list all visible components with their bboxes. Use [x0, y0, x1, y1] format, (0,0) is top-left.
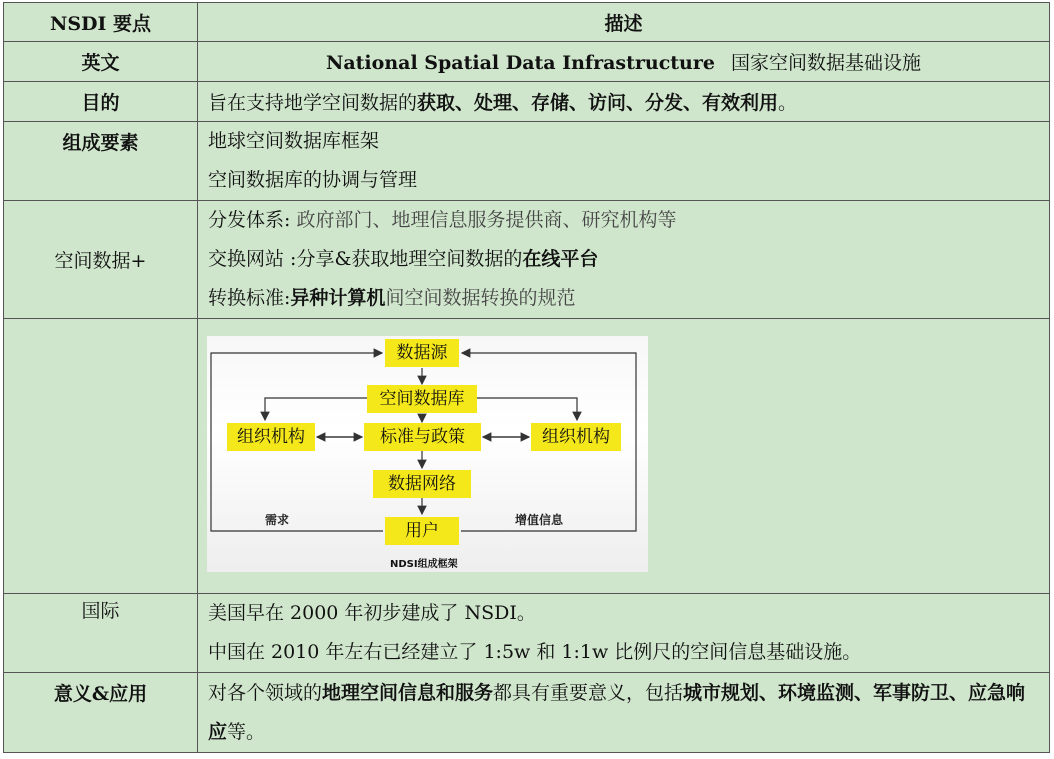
- exchange-term: 交换网站: [208, 248, 285, 270]
- purpose-emphasis: 获取、处理、存储、访问、分发、有效利用: [417, 92, 779, 114]
- purpose-row: [4, 82, 1050, 122]
- english-label: 英文: [4, 42, 198, 82]
- english-value: [198, 42, 1050, 82]
- node-org-left: 组织机构: [227, 423, 315, 451]
- spatial-data-value: [198, 201, 1050, 319]
- conversion-text: 间空间数据转换的规范: [385, 287, 576, 309]
- distribution-line: [208, 201, 1049, 240]
- node-org-right: 组织机构: [531, 423, 621, 451]
- conversion-term: 转换标准: [208, 287, 285, 309]
- nsdi-table: [3, 2, 1050, 753]
- framework-cell: [198, 319, 1050, 594]
- purpose-prefix: 旨在支持地学空间数据的: [208, 92, 418, 114]
- exchange-emphasis: 在线平台: [522, 248, 599, 270]
- english-name: National Spatial Data Infrastructure: [325, 52, 715, 74]
- international-item: 中国在 2010 年左右已经建立了 1:5w 和 1:1w 比例尺的空间信息基础设施。: [208, 641, 862, 663]
- international-value: [198, 594, 1050, 673]
- component-item: 地球空间数据库框架: [208, 130, 380, 152]
- significance-value: [198, 673, 1050, 753]
- distribution-sep: :: [284, 209, 291, 231]
- components-label: 组成要素: [4, 122, 198, 201]
- components-value: [198, 122, 1050, 201]
- components-row: [4, 122, 1050, 201]
- significance-label: 意义&应用: [4, 673, 198, 753]
- significance-p1: 对各个领域的: [208, 682, 323, 704]
- english-chinese: 国家空间数据基础设施: [731, 52, 922, 74]
- node-user: 用户: [385, 517, 459, 545]
- international-label: 国际: [4, 594, 198, 673]
- purpose-suffix: 。: [778, 92, 798, 114]
- international-row: [4, 594, 1050, 673]
- component-item: 空间数据库的协调与管理: [208, 169, 418, 191]
- exchange-sep: :: [284, 248, 297, 270]
- header-row: [4, 3, 1050, 42]
- significance-e1: 地理空间信息和服务: [322, 682, 494, 704]
- node-standards-policy: 标准与政策: [364, 423, 481, 451]
- significance-p3: 等。: [227, 721, 266, 743]
- exchange-line: [208, 240, 1049, 279]
- spatial-data-label: 空间数据+: [4, 201, 198, 319]
- exchange-text: 分享&获取地理空间数据的: [296, 248, 523, 270]
- significance-row: [4, 673, 1050, 753]
- label-value-info: 增值信息: [515, 513, 564, 527]
- distribution-term: 分发体系: [208, 209, 285, 231]
- node-data-network: 数据网络: [373, 470, 471, 498]
- english-row: [4, 42, 1050, 82]
- node-spatial-database: 空间数据库: [367, 385, 477, 413]
- purpose-label: 目的: [4, 82, 198, 122]
- international-item: 美国早在 2000 年初步建成了 NSDI。: [208, 602, 536, 624]
- conversion-line: [208, 279, 1049, 318]
- spatial-data-row: [4, 201, 1050, 319]
- header-key: NSDI 要点: [4, 3, 198, 42]
- label-demand: 需求: [265, 513, 290, 527]
- framework-diagram: [207, 336, 648, 572]
- header-description: 描述: [198, 3, 1050, 42]
- conversion-emphasis: 异种计算机: [290, 287, 386, 309]
- framework-row: [4, 319, 1050, 594]
- framework-label-cell: [4, 319, 198, 594]
- conversion-sep: :: [284, 287, 291, 309]
- significance-e2: 城市规划、环境监测、军事防卫、应急响应: [208, 682, 1026, 743]
- significance-p2: 都具有重要意义，包括: [493, 682, 684, 704]
- framework-caption: NDSI组成框架: [390, 559, 458, 570]
- distribution-text: 政府部门、地理信息服务提供商、研究机构等: [296, 209, 677, 231]
- node-data-source: 数据源: [385, 339, 459, 367]
- purpose-value: [198, 82, 1050, 122]
